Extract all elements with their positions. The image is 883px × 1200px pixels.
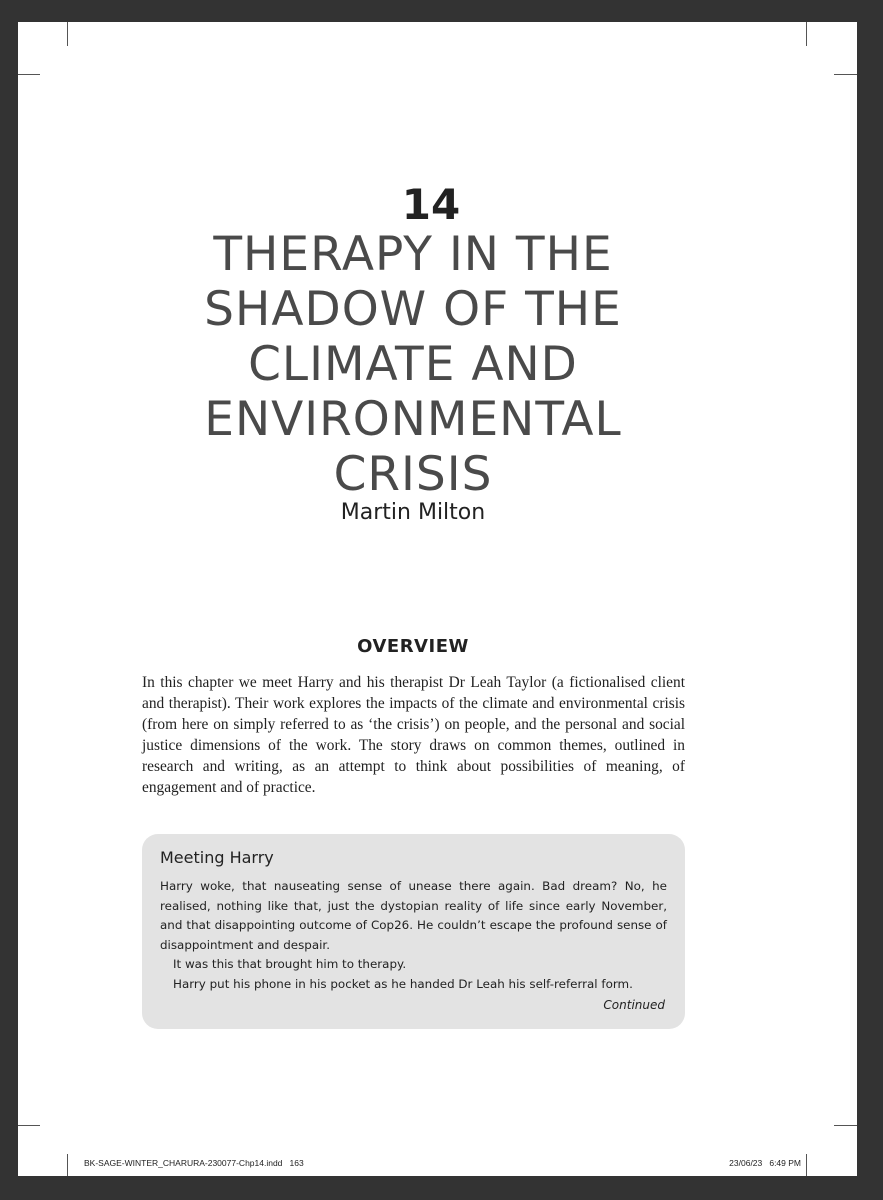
chapter-title-line: ENVIRONMENTAL [204,392,622,447]
crop-mark-bottom-right [806,1154,807,1176]
chapter-title [18,227,808,502]
continued-label: Continued [603,998,665,1012]
book-page [18,22,857,1176]
crop-mark-left-bottom [18,1125,40,1126]
crop-mark-right-top [834,74,857,75]
case-paragraph: Harry put his phone in his pocket as he handed Dr Leah his self-referral form. [173,976,633,991]
crop-mark-right-bottom [834,1125,857,1126]
chapter-title-line: SHADOW OF THE [204,282,622,337]
case-box-body [160,877,667,995]
case-box [142,834,685,1029]
crop-mark-left-top [18,74,40,75]
chapter-title-line: CLIMATE AND [248,337,578,392]
author-name: Martin Milton [340,500,486,525]
crop-mark-top-left [67,22,68,46]
chapter-title-line: THERAPY IN THE [213,227,613,282]
print-slug-datetime: 23/06/23 6:49 PM [729,1158,801,1168]
print-slug-filename: BK-SAGE-WINTER_CHARURA-230077-Chp14.indd 163 [84,1158,304,1168]
case-paragraph: It was this that brought him to therapy. [173,957,407,972]
chapter-number: 14 [401,180,461,229]
crop-mark-top-right [806,22,807,46]
overview-paragraph: In this chapter we meet Harry and his therapist Dr Leah Taylor (a fictionalised client and therapist). Their work explores the impacts of the climate and environmental crisis (from here on simply referred to as ‘the crisis’) on people, and the personal and social justice dimensions of the work. The story draws on common themes, outlined in research and writing, as an attempt to think about possibilities of meaning, of engagement and of practice. [142,674,685,796]
case-box-title: Meeting Harry [160,848,274,867]
chapter-title-line: CRISIS [333,447,493,502]
crop-mark-bottom-left [67,1154,68,1176]
case-paragraph: Harry woke, that nauseating sense of unease there again. Bad dream? No, he realised, nothing like that, just the dystopian reality of life since early November, and that disappointing outcome of Cop26. He couldn’t escape the profound sense of disappointment and despair. [160,879,667,952]
overview-heading: OVERVIEW [357,636,469,657]
